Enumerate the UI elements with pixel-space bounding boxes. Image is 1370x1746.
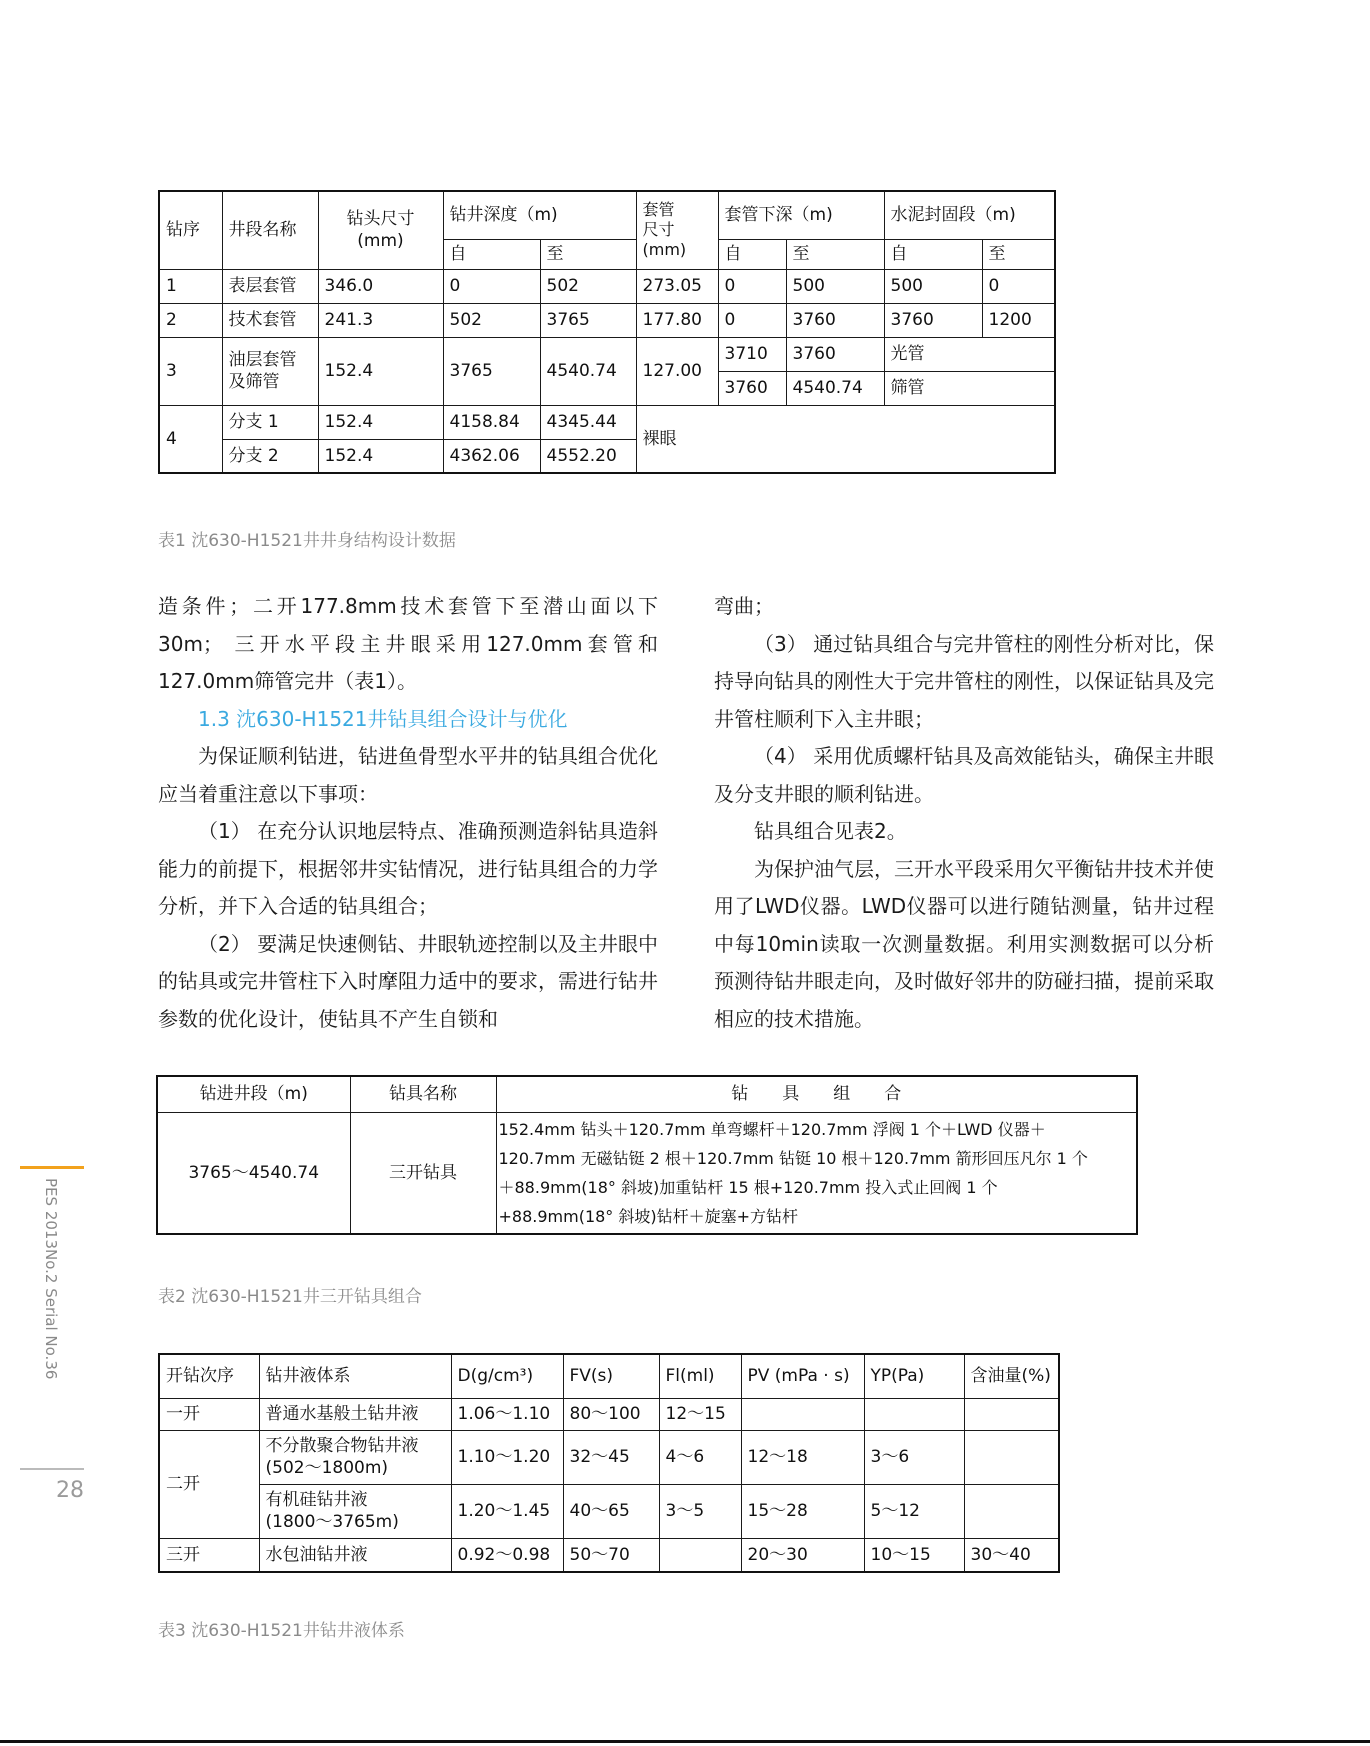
- table-row: [159, 405, 1055, 439]
- table-cell: 500: [786, 269, 884, 303]
- table-cell: 表层套管: [222, 269, 318, 303]
- header-to: 至: [540, 239, 636, 269]
- paragraph: 弯曲；: [714, 594, 774, 618]
- table-cell: 分支 2: [222, 439, 318, 473]
- table-cell: 1: [159, 269, 222, 303]
- journal-info: PES 2013No.2 Serial No.36: [42, 1178, 60, 1380]
- table-cell: 4540.74: [786, 371, 884, 405]
- table-cell: 三开: [159, 1538, 259, 1572]
- table-cell: 筛管: [884, 371, 1055, 405]
- header-section: 钻进井段（m): [157, 1076, 350, 1112]
- header-oil-content: 含油量(%): [964, 1354, 1059, 1398]
- table-cell: 127.00: [636, 337, 718, 405]
- table-cell: 3760: [786, 337, 884, 371]
- header-from: 自: [718, 239, 786, 269]
- table-cell: 3760: [884, 303, 982, 337]
- table-cell: 0: [443, 269, 540, 303]
- table-cell: 3765～4540.74: [157, 1112, 350, 1234]
- table-cell: 3: [159, 337, 222, 405]
- table-cell: 12～15: [659, 1398, 741, 1430]
- table-cell: 3710: [718, 337, 786, 371]
- table-cell: [659, 1538, 741, 1572]
- table-cell: 346.0: [318, 269, 443, 303]
- paragraph: 钻具组合见表2。: [754, 819, 907, 843]
- table-cell: 4～6: [659, 1430, 741, 1484]
- header-fv: FV(s): [563, 1354, 659, 1398]
- bottom-rule: [0, 1740, 1370, 1743]
- table-cell: 40～65: [563, 1484, 659, 1538]
- header-to: 至: [786, 239, 884, 269]
- table-cell: [741, 1398, 864, 1430]
- table-cell: 2: [159, 303, 222, 337]
- table-cell: [496, 1112, 1137, 1234]
- header-drilling-depth: 钻井深度（m): [443, 191, 636, 239]
- header-seq: 钻序: [159, 191, 222, 269]
- header-from: 自: [443, 239, 540, 269]
- table-cell: 裸眼: [636, 405, 1055, 473]
- table-row: [159, 1484, 1059, 1538]
- paragraph: （2） 要满足快速侧钻、井眼轨迹控制以及主井眼中的钻具或完井管柱下入时摩阻力适中的要求，需进行钻井参数的优化设计，使钻具不产生自锁和: [158, 931, 658, 1031]
- table-cell: 4362.06: [443, 439, 540, 473]
- table-row: [159, 337, 1055, 371]
- page-number: 28: [56, 1478, 84, 1503]
- table-cell: 分支 1: [222, 405, 318, 439]
- table-cell: 30～40: [964, 1538, 1059, 1572]
- body-column-left: [158, 588, 658, 1038]
- table-cell: 4158.84: [443, 405, 540, 439]
- table-cell: 241.3: [318, 303, 443, 337]
- header-bit-size: 钻头尺寸 (mm): [318, 191, 443, 269]
- paragraph: （4） 采用优质螺杆钻具及高效能钻头，确保主井眼及分支井眼的顺利钻进。: [714, 744, 1214, 806]
- table-row: [157, 1112, 1137, 1234]
- table-cell: 80～100: [563, 1398, 659, 1430]
- combination-line: 152.4mm 钻头＋120.7mm 单弯螺杆＋120.7mm 浮阀 1 个＋LWD 仪器＋: [498, 1119, 1046, 1139]
- table-cell: 4345.44: [540, 405, 636, 439]
- table-row: [159, 269, 1055, 303]
- table1-caption: 表1 沈630-H1521井井身结构设计数据: [158, 531, 456, 551]
- table-cell: [964, 1430, 1059, 1484]
- table-cell: 0: [718, 269, 786, 303]
- header-from: 自: [884, 239, 982, 269]
- header-casing-depth: 套管下深（m): [718, 191, 884, 239]
- table-cell: 50～70: [563, 1538, 659, 1572]
- table-cell: 3760: [786, 303, 884, 337]
- table-cell: 3765: [443, 337, 540, 405]
- table-cell: 500: [884, 269, 982, 303]
- header-stage: 开钻次序: [159, 1354, 259, 1398]
- table-row: [159, 1398, 1059, 1430]
- table-cell: 4540.74: [540, 337, 636, 405]
- table-cell: 1200: [982, 303, 1055, 337]
- table-cell: 3～5: [659, 1484, 741, 1538]
- table-cell: 1.20～1.45: [451, 1484, 563, 1538]
- table-cell: 3760: [718, 371, 786, 405]
- sidebar-divider: [20, 1468, 84, 1470]
- table-cell: 502: [540, 269, 636, 303]
- combination-line: 120.7mm 无磁钻铤 2 根＋120.7mm 钻铤 10 根＋120.7mm 箭形回压凡尔 1 个: [498, 1148, 1088, 1168]
- table-cell: [964, 1398, 1059, 1430]
- header-combination: 钻 具 组 合: [496, 1076, 1137, 1112]
- table2-caption: 表2 沈630-H1521井三开钻具组合: [158, 1287, 422, 1307]
- paragraph: 造条件；二开177.8mm技术套管下至潜山面以下30m； 三开水平段主井眼采用127.0mm套管和127.0mm筛管完井（表1）。: [158, 594, 658, 693]
- table-cell: 3～6: [864, 1430, 964, 1484]
- header-cement-section: 水泥封固段（m): [884, 191, 1055, 239]
- table-cell: [964, 1484, 1059, 1538]
- table-cell: 20～30: [741, 1538, 864, 1572]
- table-cell: 152.4: [318, 405, 443, 439]
- table-cell: 0.92～0.98: [451, 1538, 563, 1572]
- paragraph: （1） 在充分认识地层特点、准确预测造斜钻具造斜能力的前提下，根据邻井实钻情况，进行钻具组合的力学分析，并下入合适的钻具组合；: [158, 819, 658, 918]
- table-row: [159, 1430, 1059, 1484]
- table-cell: 有机硅钻井液 (1800～3765m): [259, 1484, 451, 1538]
- header-tool-name: 钻具名称: [350, 1076, 496, 1112]
- table-cell: 3765: [540, 303, 636, 337]
- table-cell: 177.80: [636, 303, 718, 337]
- table3-caption: 表3 沈630-H1521井钻井液体系: [158, 1621, 405, 1641]
- table-cell: 水包油钻井液: [259, 1538, 451, 1572]
- combination-line: +88.9mm(18° 斜坡)钻杆＋旋塞+方钻杆: [498, 1206, 799, 1226]
- body-column-right: [714, 588, 1214, 1038]
- table-cell: 0: [718, 303, 786, 337]
- table-cell: 502: [443, 303, 540, 337]
- header-casing-size: 套管 尺寸 (mm): [636, 191, 718, 269]
- table-cell: 152.4: [318, 337, 443, 405]
- table-cell: 273.05: [636, 269, 718, 303]
- table-cell: 二开: [159, 1430, 259, 1538]
- table-cell: 1.06～1.10: [451, 1398, 563, 1430]
- header-pv: PV (mPa · s): [741, 1354, 864, 1398]
- drilling-fluid-table: [158, 1353, 1060, 1573]
- paragraph: 为保护油气层，三开水平段采用欠平衡钻井技术并使用了LWD仪器。LWD仪器可以进行随钻测量，钻井过程中每10min读取一次测量数据。利用实测数据可以分析预测待钻井眼走向，及时做好邻井的防碰扫描，提前采取相应的技术措施。: [714, 856, 1214, 1031]
- table-cell: [864, 1398, 964, 1430]
- table-cell: 普通水基般土钻井液: [259, 1398, 451, 1430]
- table-row: [159, 1538, 1059, 1572]
- table-cell: 0: [982, 269, 1055, 303]
- section-heading: 1.3 沈630-H1521井钻具组合设计与优化: [198, 706, 568, 731]
- table-row: [159, 303, 1055, 337]
- header-fluid-system: 钻井液体系: [259, 1354, 451, 1398]
- table-cell: 15～28: [741, 1484, 864, 1538]
- sidebar-accent-line: [20, 1166, 84, 1169]
- table-cell: 不分散聚合物钻井液 (502～1800m): [259, 1430, 451, 1484]
- table-cell: 4552.20: [540, 439, 636, 473]
- table-cell: 4: [159, 405, 222, 473]
- header-density: D(g/cm³): [451, 1354, 563, 1398]
- table-cell: 油层套管 及筛管: [222, 337, 318, 405]
- header-yp: YP(Pa): [864, 1354, 964, 1398]
- header-section: 井段名称: [222, 191, 318, 269]
- paragraph: （3） 通过钻具组合与完井管柱的刚性分析对比，保持导向钻具的刚性大于完井管柱的刚性，以保证钻具及完井管柱顺利下入主井眼；: [714, 631, 1214, 731]
- combination-line: ＋88.9mm(18° 斜坡)加重钻杆 15 根+120.7mm 投入式止回阀 1 个: [498, 1177, 998, 1197]
- table-cell: 光管: [884, 337, 1055, 371]
- table-cell: 技术套管: [222, 303, 318, 337]
- table-cell: 152.4: [318, 439, 443, 473]
- header-to: 至: [982, 239, 1055, 269]
- table-cell: 12～18: [741, 1430, 864, 1484]
- table-cell: 32～45: [563, 1430, 659, 1484]
- header-fl: Fl(ml): [659, 1354, 741, 1398]
- table-cell: 1.10～1.20: [451, 1430, 563, 1484]
- table-cell: 5～12: [864, 1484, 964, 1538]
- table-cell: 一开: [159, 1398, 259, 1430]
- table-cell: 10～15: [864, 1538, 964, 1572]
- table-cell: 三开钻具: [350, 1112, 496, 1234]
- bha-table: [156, 1075, 1138, 1235]
- paragraph: 为保证顺利钻进，钻进鱼骨型水平井的钻具组合优化应当着重注意以下事项：: [158, 744, 658, 806]
- structure-design-table: [158, 190, 1056, 474]
